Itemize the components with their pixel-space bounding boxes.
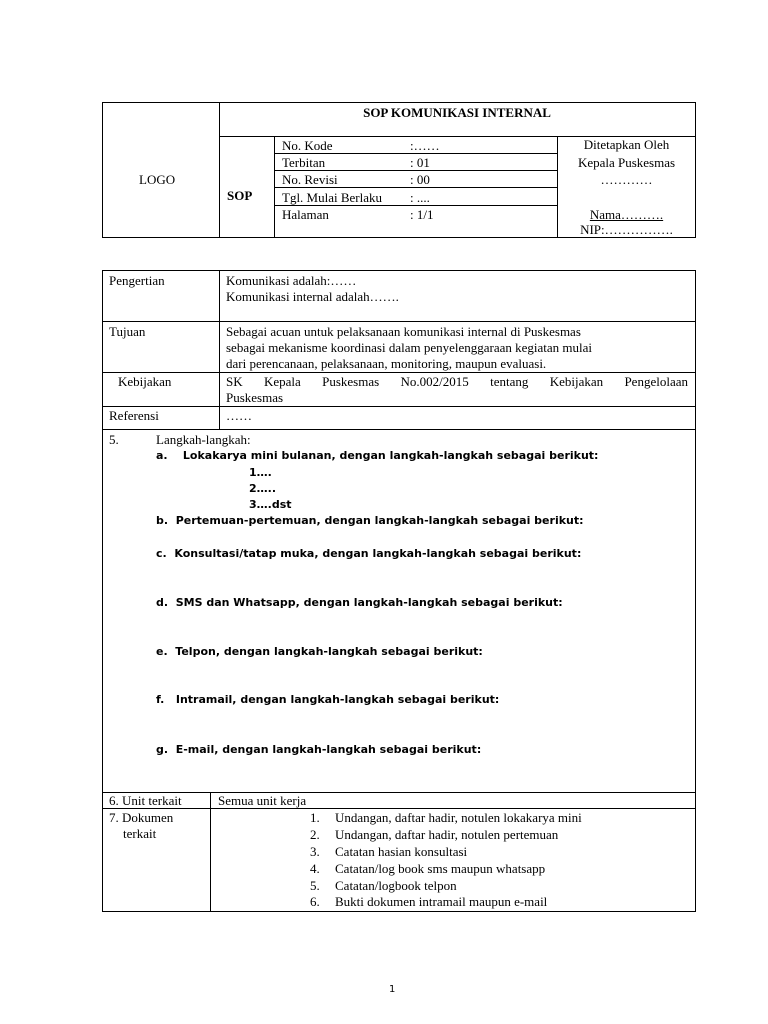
document-title: SOP KOMUNIKASI INTERNAL — [363, 105, 551, 120]
pengertian-text: Komunikasi adalah:…… — [226, 273, 357, 288]
border-line — [102, 429, 696, 430]
step-c: c. Konsultasi/tatap muka, dengan langkah-langkah sebagai berikut: — [156, 547, 582, 560]
row-label-kebijakan: Kebijakan — [118, 374, 172, 389]
approval-line: ………… — [600, 172, 653, 187]
page-number: 1 — [389, 984, 396, 995]
langkah-heading: Langkah-langkah: — [156, 432, 251, 447]
step-e: e. Telpon, dengan langkah-langkah sebagai berikut: — [156, 645, 483, 658]
kebijakan-text: Puskesmas — [226, 390, 284, 405]
row-label-referensi: Referensi — [109, 408, 159, 423]
sop-label: SOP — [227, 188, 253, 203]
row-label-dokumen: 7. Dokumen — [109, 810, 174, 825]
border-line — [210, 792, 211, 912]
border-line — [219, 102, 220, 238]
border-line — [274, 170, 558, 171]
field-label: No. Kode — [282, 138, 333, 153]
field-label: No. Revisi — [282, 172, 338, 187]
border-line — [274, 187, 558, 188]
border-line — [274, 153, 558, 154]
border-line — [102, 237, 696, 238]
dokumen-item: Undangan, daftar hadir, notulen pertemuan — [335, 827, 559, 842]
dokumen-number: 6. — [310, 894, 320, 909]
step-a-sub: 3….dst — [249, 498, 292, 511]
logo-text: LOGO — [139, 172, 176, 187]
row-label-pengertian: Pengertian — [109, 273, 165, 288]
field-label: Halaman — [282, 207, 329, 222]
border-line — [695, 102, 696, 238]
border-line — [695, 270, 696, 912]
step-f: f. Intramail, dengan langkah-langkah sebagai berikut: — [156, 693, 500, 706]
border-line — [102, 270, 103, 912]
border-line — [102, 102, 696, 103]
step-a: a. Lokakarya mini bulanan, dengan langkah-langkah sebagai berikut: — [156, 449, 599, 462]
tujuan-text: sebagai mekanisme koordinasi dalam penyelenggaraan kegiatan mulai — [226, 340, 593, 355]
border-line — [102, 792, 696, 793]
border-line — [219, 270, 220, 430]
field-label: Terbitan — [282, 155, 326, 170]
tujuan-text: Sebagai acuan untuk pelaksanaan komunikasi internal di Puskesmas — [226, 324, 581, 339]
dokumen-number: 1. — [310, 810, 320, 825]
field-value: : 1/1 — [410, 207, 434, 222]
border-line — [102, 911, 696, 912]
tujuan-text: dari perencanaan, pelaksanaan, monitoring, maupun evaluasi. — [226, 356, 547, 371]
field-value: : 00 — [410, 172, 430, 187]
dokumen-item: Catatan/log book sms maupun whatsapp — [335, 861, 546, 876]
approval-nip: NIP:……………. — [580, 222, 673, 237]
referensi-text: …… — [226, 408, 252, 423]
dokumen-number: 5. — [310, 878, 320, 893]
dokumen-item: Catatan hasian konsultasi — [335, 844, 468, 859]
dokumen-number: 3. — [310, 844, 320, 859]
kebijakan-text: SK Kepala Puskesmas No.002/2015 tentang Kebijakan Pengelolaan — [226, 374, 688, 389]
pengertian-text: Komunikasi internal adalah……. — [226, 289, 399, 304]
step-d: d. SMS dan Whatsapp, dengan langkah-langkah sebagai berikut: — [156, 596, 563, 609]
border-line — [102, 406, 696, 407]
step-a-sub: 2….. — [249, 482, 277, 495]
row-label-dokumen: terkait — [123, 826, 157, 841]
border-line — [102, 102, 103, 238]
unit-text: Semua unit kerja — [218, 793, 307, 808]
dokumen-number: 2. — [310, 827, 320, 842]
border-line — [102, 270, 696, 271]
step-b: b. Pertemuan-pertemuan, dengan langkah-langkah sebagai berikut: — [156, 514, 584, 527]
row-label-tujuan: Tujuan — [109, 324, 146, 339]
row-label-unit: 6. Unit terkait — [109, 793, 182, 808]
border-line — [274, 205, 558, 206]
dokumen-item: Catatan/logbook telpon — [335, 878, 457, 893]
border-line — [102, 808, 696, 809]
step-a-sub: 1…. — [249, 466, 272, 479]
field-value: : 01 — [410, 155, 430, 170]
dokumen-item: Undangan, daftar hadir, notulen lokakarya mini — [335, 810, 582, 825]
border-line — [102, 372, 696, 373]
dokumen-number: 4. — [310, 861, 320, 876]
approval-line: Kepala Puskesmas — [577, 155, 676, 170]
border-line — [102, 321, 696, 322]
langkah-number: 5. — [109, 432, 119, 447]
field-value: :…… — [410, 138, 440, 153]
approval-name: Nama………. — [589, 207, 664, 222]
approval-line: Ditetapkan Oleh — [583, 137, 670, 152]
field-value: : .... — [410, 190, 430, 205]
field-label: Tgl. Mulai Berlaku — [282, 190, 383, 205]
dokumen-item: Bukti dokumen intramail maupun e-mail — [335, 894, 548, 909]
step-g: g. E-mail, dengan langkah-langkah sebagai berikut: — [156, 743, 482, 756]
